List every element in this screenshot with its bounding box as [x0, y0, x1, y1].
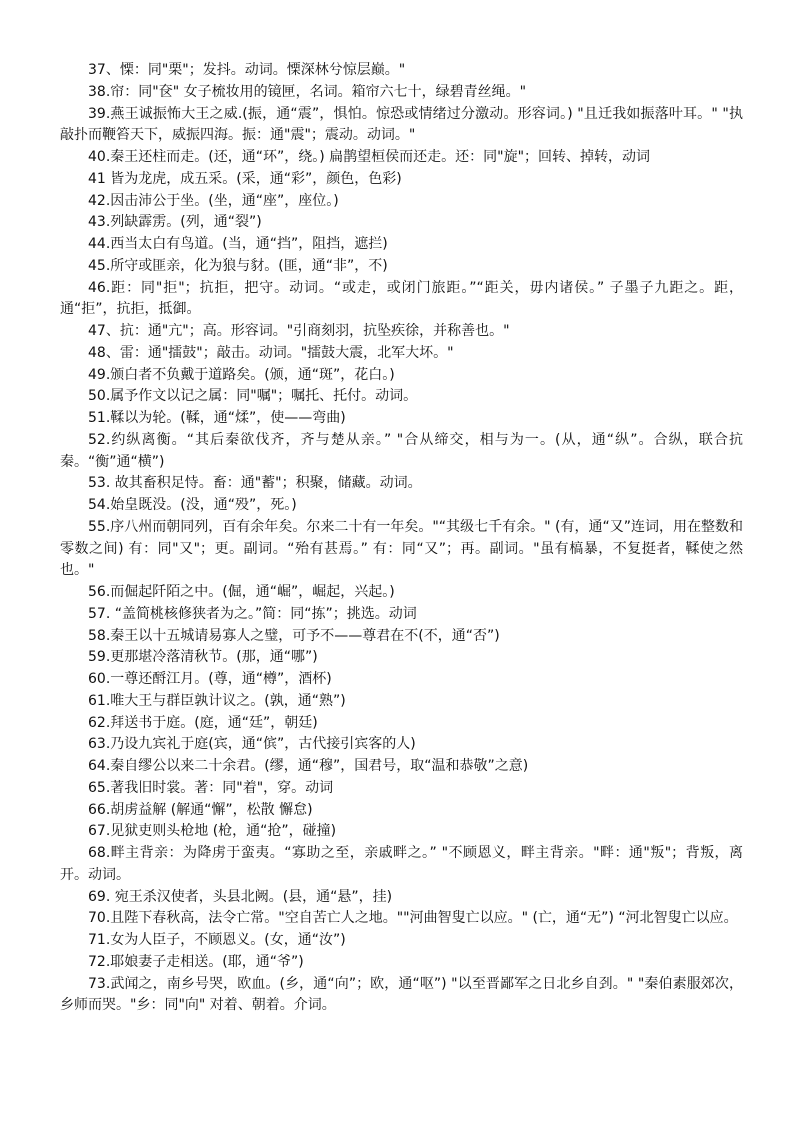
entry-51: 51.鞣以为轮。(鞣，通“煣”，使——弯曲) — [88, 410, 346, 426]
entry-38: 38.帘：同"奁" 女子梳妆用的镜匣，名词。箱帘六七十，绿碧青丝绳。" — [88, 83, 527, 100]
entry-41: 41 皆为龙虎，成五采。(采，通“彩”，颜色，色彩) — [88, 170, 402, 187]
entry-52: 52.约纵离衡。“其后秦欲伐齐，齐与楚从亲。” "合从缔交，相与为一。(从，通“纵”。合纵，联合抗秦。“衡”通“横”) — [60, 431, 743, 470]
entry-66: 66.胡虏益解 (解通“懈”，松散 懈怠) — [88, 801, 313, 818]
entry-59: 59.更那堪冷落清秋节。(那，通“哪”) — [88, 649, 318, 666]
entry-69: 69. 宛王杀汉使者，头县北阙。(县，通“悬”，挂) — [88, 888, 393, 905]
entry-73: 73.武闻之，南乡号哭，欧血。(乡，通“向”；欧，通“呕”) "以至晋鄙军之日北乡自刭。" "秦伯素服郊次，乡师而哭。"乡：同"向" 对着、朝着。介词。 — [60, 975, 743, 1014]
entry-57: 57. “盖简桃核修狭者为之。”简：同“拣”；挑选。动词 — [88, 605, 417, 622]
entry-67: 67.见狱吏则头枪地 (枪，通“抢”，碰撞) — [88, 823, 337, 840]
entry-63: 63.乃设九宾礼于庭(宾，通“傧”，古代接引宾客的人) — [88, 736, 416, 753]
entry-45: 45.所守或匪亲，化为狼与豺。(匪，通“非”，不) — [88, 257, 388, 274]
entry-47: 47、抗：通"亢"；高。形容词。"引商刻羽，抗坠疾徐，并称善也。" — [88, 323, 510, 339]
entry-50: 50.属予作文以记之属：同"嘱"；嘱托、托付。动词。 — [88, 388, 418, 405]
entry-72: 72.耶娘妻子走相送。(耶，通“爷”) — [88, 953, 304, 970]
entry-60: 60.一尊还酹江月。(尊，通“樽”，酒杯) — [88, 671, 332, 687]
entry-64: 64.秦自缪公以来二十余君。(缪，通“穆”，国君号，取“温和恭敬”之意) — [88, 758, 529, 774]
entry-55: 55.序八州而朝同列，百有余年矣。尔来二十有一年矣。"“其级七千有余。" (有，通“又”连词，用在整数和零数之间) 有：同"又"；更。副词。“殆有甚焉。” 有：同“又”；再。副词。"虽有槁暴，不复挺者，鞣使之然也。" — [60, 518, 743, 579]
entry-44: 44.西当太白有鸟道。(当，通“挡”，阻挡，遮拦) — [88, 236, 388, 252]
entry-61: 61.唯大王与群臣孰计议之。(孰，通“熟”) — [88, 692, 346, 709]
entry-53: 53. 故其畜积足恃。畜：通"蓄"；积聚，储藏。动词。 — [88, 475, 422, 492]
entry-49: 49.颁白者不负戴于道路矣。(颁，通“斑”，花白。) — [88, 366, 395, 383]
entry-56: 56.而倔起阡陌之中。(倔，通“崛”，崛起，兴起。) — [88, 584, 395, 600]
entry-71: 71.女为人臣子，不顾恩义。(女，通“汝”) — [88, 932, 346, 948]
entry-40: 40.秦王还柱而走。(还，通“环”，绕。) 扁鹊望桓侯而还走。还：同"旋"；回转、掉转，动词 — [88, 149, 651, 165]
entry-46: 46.距：同"拒"；抗拒，把守。动词。“或走，或闭门旅距。”“距关，毋内诸侯。” 子墨子九距之。距，通“拒”，抗拒，抵御。 — [60, 279, 743, 318]
entry-54: 54.始皇既没。(没，通“殁”，死。) — [88, 497, 297, 513]
entry-58: 58.秦王以十五城请易寡人之璧，可予不——尊君在不(不，通“否”) — [88, 627, 500, 644]
entry-70: 70.且陛下春秋高，法令亡常。"空自苦亡人之地。""河曲智叟亡以应。" (亡，通“无”) “河北智叟亡以应。 — [88, 910, 738, 927]
entry-65: 65.著我旧时裳。著：同"着"，穿。动词 — [88, 779, 334, 796]
entry-37: 37、慄：同"栗"；发抖。动词。慄深林兮惊层巅。" — [88, 62, 406, 78]
entry-62: 62.拜送书于庭。(庭，通“廷”，朝廷) — [88, 714, 318, 731]
entry-48: 48、雷：通"擂鼓"；敲击。动词。"擂鼓大震，北军大坏。" — [88, 344, 454, 361]
entry-39: 39.燕王诚振怖大王之威.(振，通“震”，惧怕。惊恐或情绪过分激动。形容词。) "且迁我如振落叶耳。" "执敲扑而鞭笞天下，威振四海。振：通"震"；震动。动词。" — [60, 105, 743, 144]
document-body — [60, 60, 743, 1017]
entry-43: 43.列缺霹雳。(列，通“裂”) — [88, 214, 262, 231]
entry-68: 68.畔主背亲：为降虏于蛮夷。“寡助之至，亲戚畔之。” "不顾恩义，畔主背亲。"畔：通"叛"；背叛，离开。动词。 — [60, 845, 743, 883]
entry-42: 42.因击沛公于坐。(坐，通“座”，座位。) — [88, 192, 339, 209]
